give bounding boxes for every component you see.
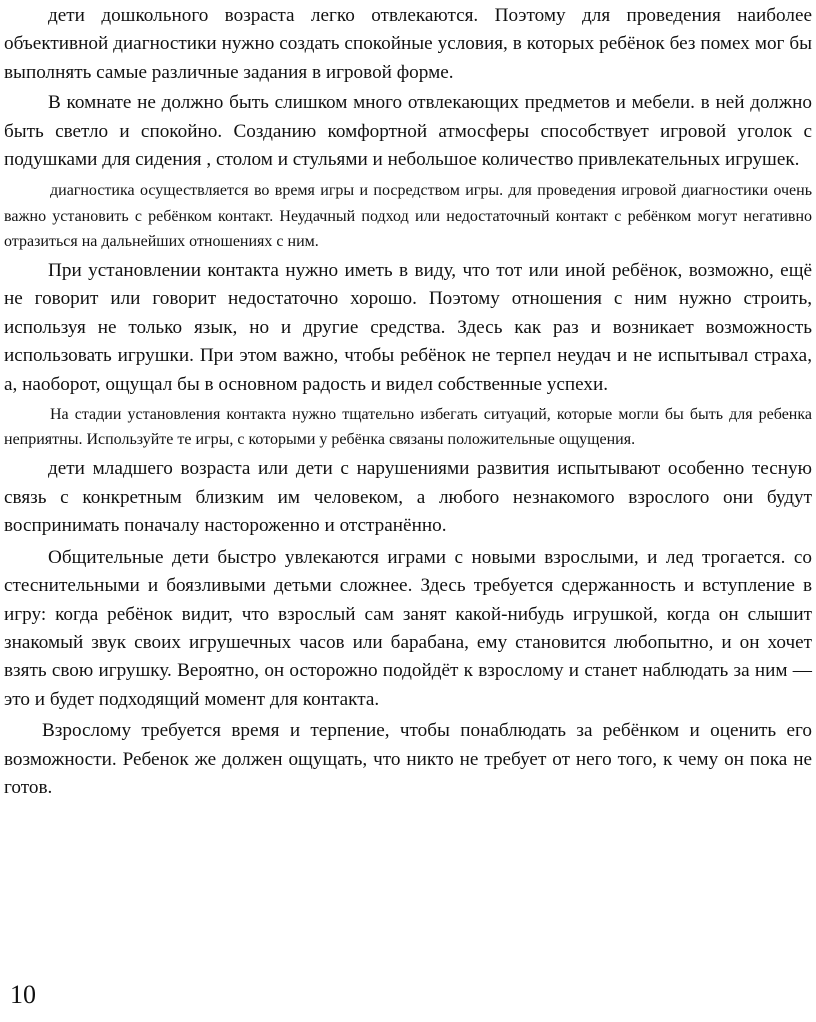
- paragraph-language: При установлении контакта нужно иметь в виду, что тот или иной ребёнок, возможно, ещё не говорит или говорит недостаточно хорошо. Поэтому отношения с ним нужно строить, используя не только язык, но и другие средства. Здесь как раз и возникает возможность использовать игрушки. При этом важно, чтобы ребёнок не терпел неудач и не испытывал страха, а, наоборот, ощущал бы в основном радость и видел собственные успехи.: [4, 260, 812, 395]
- paragraph-patience: Взрослому требуется время и терпение, чтобы понаблюдать за ребёнком и оценить его возможности. Ребенок же должен ощущать, что никто не требует от него того, к чему он пока не готов.: [4, 720, 812, 798]
- paragraph-young-children: дети младшего возраста или дети с нарушениями развития испытывают особенно тесную связь с конкретным близким им человеком, а любого незнакомого взрослого они будут воспринимать поначалу настороженно и отстранённо.: [4, 458, 812, 537]
- paragraph-avoid: На стадии установления контакта нужно тщательно избегать ситуаций, которые могли бы быть для ребенка неприятны. Используйте те игры, с которыми у ребёнка связаны положительные ощущения.: [4, 406, 812, 449]
- paragraph-room: В комнате не должно быть слишком много отвлекающих предметов и мебели. в ней должно быть светло и спокойно. Созданию комфортной атмосферы способствует игровой уголок с подушками для сидения , столом и стульями и небольшое количество привлекательных игрушек.: [4, 92, 812, 171]
- paragraph-distraction: дети дошкольного возраста легко отвлекаются. Поэтому для проведения наиболее объективной диагностики нужно создать спокойные условия, в которых ребёнок без помех мог бы выполнять самые различные задания в игровой форме.: [4, 5, 812, 83]
- page-number: 10: [10, 980, 36, 1009]
- paragraph-contact: диагностика осуществляется во время игры и посредством игры. для проведения игровой диагностики очень важно установить с ребёнком контакт. Неудачный подход или недостаточный контакт с ребёнком могут негативно отразиться на дальнейших отношениях с ним.: [4, 182, 812, 250]
- page-body: [4, 0, 812, 802]
- paragraph-sociable: Общительные дети быстро увлекаются играми с новыми взрослыми, и лед трогается. со стеснительными и боязливыми детьми сложнее. Здесь требуется сдержанность и вступление в игру: когда ребёнок видит, что взрослый сам занят какой-нибудь игрушкой, когда он слышит знакомый звук своих игрушечных часов или барабана, ему становится любопытно, и он хочет взять свою игрушку. Вероятно, он осторожно подойдёт к взрослому и станет наблюдать за ним — это и будет подходящий момент для контакта.: [4, 546, 812, 710]
